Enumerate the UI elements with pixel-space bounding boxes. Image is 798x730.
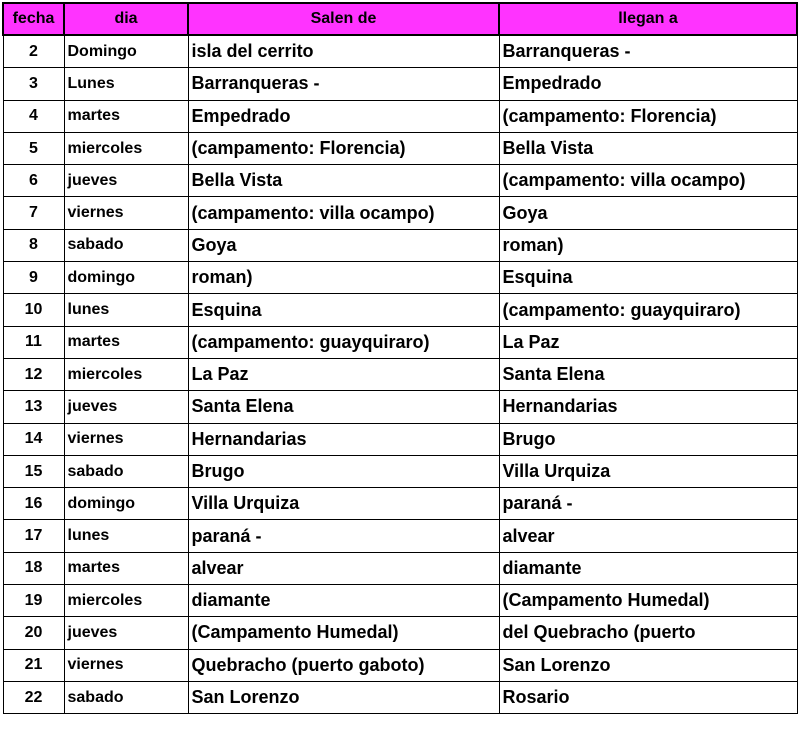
cell-dia: lunes <box>64 294 188 326</box>
cell-llegan-a: Hernandarias <box>499 391 797 423</box>
cell-llegan-a: (campamento: Florencia) <box>499 100 797 132</box>
cell-dia: jueves <box>64 165 188 197</box>
cell-salen-de: (Campamento Humedal) <box>188 617 499 649</box>
header-dia: dia <box>64 3 188 35</box>
cell-dia: sabado <box>64 681 188 713</box>
table-row <box>3 391 797 423</box>
cell-fecha: 9 <box>3 262 64 294</box>
cell-salen-de: (campamento: villa ocampo) <box>188 197 499 229</box>
table-row <box>3 229 797 261</box>
cell-fecha: 17 <box>3 520 64 552</box>
header-llegan-a: llegan a <box>499 3 797 35</box>
cell-salen-de: Hernandarias <box>188 423 499 455</box>
cell-fecha: 21 <box>3 649 64 681</box>
cell-salen-de: Santa Elena <box>188 391 499 423</box>
cell-salen-de: isla del cerrito <box>188 35 499 68</box>
cell-salen-de: Villa Urquiza <box>188 488 499 520</box>
cell-llegan-a: alvear <box>499 520 797 552</box>
cell-fecha: 2 <box>3 35 64 68</box>
cell-llegan-a: Empedrado <box>499 68 797 100</box>
cell-dia: lunes <box>64 520 188 552</box>
cell-dia: miercoles <box>64 132 188 164</box>
cell-dia: jueves <box>64 617 188 649</box>
cell-dia: Domingo <box>64 35 188 68</box>
cell-fecha: 11 <box>3 326 64 358</box>
cell-fecha: 5 <box>3 132 64 164</box>
table-row <box>3 552 797 584</box>
cell-llegan-a: San Lorenzo <box>499 649 797 681</box>
cell-fecha: 7 <box>3 197 64 229</box>
table-row <box>3 585 797 617</box>
cell-dia: jueves <box>64 391 188 423</box>
cell-fecha: 22 <box>3 681 64 713</box>
table-row <box>3 520 797 552</box>
cell-dia: martes <box>64 552 188 584</box>
cell-dia: viernes <box>64 649 188 681</box>
cell-salen-de: Esquina <box>188 294 499 326</box>
cell-llegan-a: diamante <box>499 552 797 584</box>
cell-salen-de: paraná - <box>188 520 499 552</box>
table-row <box>3 488 797 520</box>
cell-fecha: 8 <box>3 229 64 261</box>
cell-dia: sabado <box>64 229 188 261</box>
table-body <box>3 35 797 714</box>
cell-fecha: 3 <box>3 68 64 100</box>
itinerary-table <box>2 2 798 714</box>
cell-dia: domingo <box>64 262 188 294</box>
cell-llegan-a: Santa Elena <box>499 358 797 390</box>
cell-fecha: 6 <box>3 165 64 197</box>
cell-fecha: 13 <box>3 391 64 423</box>
table-row <box>3 294 797 326</box>
table-row <box>3 649 797 681</box>
table-row <box>3 197 797 229</box>
cell-llegan-a: Goya <box>499 197 797 229</box>
header-fecha: fecha <box>3 3 64 35</box>
cell-llegan-a: La Paz <box>499 326 797 358</box>
cell-salen-de: Quebracho (puerto gaboto) <box>188 649 499 681</box>
table-row <box>3 165 797 197</box>
cell-salen-de: alvear <box>188 552 499 584</box>
cell-llegan-a: Rosario <box>499 681 797 713</box>
cell-salen-de: (campamento: guayquiraro) <box>188 326 499 358</box>
cell-fecha: 14 <box>3 423 64 455</box>
cell-llegan-a: Barranqueras - <box>499 35 797 68</box>
cell-salen-de: Barranqueras - <box>188 68 499 100</box>
cell-dia: domingo <box>64 488 188 520</box>
cell-fecha: 12 <box>3 358 64 390</box>
cell-dia: miercoles <box>64 358 188 390</box>
cell-fecha: 16 <box>3 488 64 520</box>
cell-salen-de: (campamento: Florencia) <box>188 132 499 164</box>
table-row <box>3 262 797 294</box>
cell-llegan-a: paraná - <box>499 488 797 520</box>
cell-fecha: 19 <box>3 585 64 617</box>
table-row <box>3 35 797 68</box>
cell-dia: martes <box>64 326 188 358</box>
cell-llegan-a: Esquina <box>499 262 797 294</box>
cell-fecha: 15 <box>3 455 64 487</box>
cell-dia: martes <box>64 100 188 132</box>
cell-salen-de: diamante <box>188 585 499 617</box>
table-row <box>3 132 797 164</box>
header-row <box>3 3 797 35</box>
table-row <box>3 358 797 390</box>
cell-fecha: 20 <box>3 617 64 649</box>
cell-llegan-a: Villa Urquiza <box>499 455 797 487</box>
cell-salen-de: roman) <box>188 262 499 294</box>
table-row <box>3 100 797 132</box>
cell-llegan-a: roman) <box>499 229 797 261</box>
cell-salen-de: La Paz <box>188 358 499 390</box>
cell-llegan-a: (campamento: villa ocampo) <box>499 165 797 197</box>
table-row <box>3 617 797 649</box>
cell-llegan-a: Bella Vista <box>499 132 797 164</box>
cell-salen-de: San Lorenzo <box>188 681 499 713</box>
cell-llegan-a: Brugo <box>499 423 797 455</box>
table-row <box>3 455 797 487</box>
cell-salen-de: Brugo <box>188 455 499 487</box>
table-row <box>3 681 797 713</box>
cell-salen-de: Empedrado <box>188 100 499 132</box>
table-row <box>3 68 797 100</box>
header-salen-de: Salen de <box>188 3 499 35</box>
cell-dia: sabado <box>64 455 188 487</box>
cell-dia: Lunes <box>64 68 188 100</box>
cell-llegan-a: del Quebracho (puerto <box>499 617 797 649</box>
table-row <box>3 423 797 455</box>
cell-dia: miercoles <box>64 585 188 617</box>
cell-salen-de: Goya <box>188 229 499 261</box>
cell-fecha: 10 <box>3 294 64 326</box>
cell-llegan-a: (Campamento Humedal) <box>499 585 797 617</box>
cell-llegan-a: (campamento: guayquiraro) <box>499 294 797 326</box>
cell-fecha: 18 <box>3 552 64 584</box>
cell-salen-de: Bella Vista <box>188 165 499 197</box>
cell-fecha: 4 <box>3 100 64 132</box>
cell-dia: viernes <box>64 423 188 455</box>
cell-dia: viernes <box>64 197 188 229</box>
table-row <box>3 326 797 358</box>
